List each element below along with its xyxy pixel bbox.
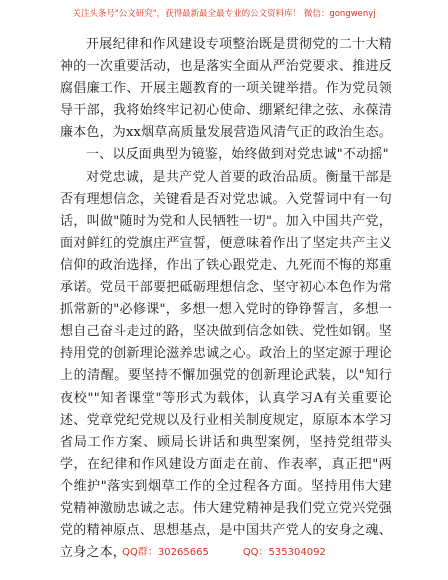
intro-paragraph: 开展纪律和作风建设专项整治既是贯彻党的二十大精神的一次重要活动，也是落实全面从严治党要求、推进反腐倡廉工作、开展主题教育的一项关键举措。作为党员领导干部，我将始终牢记初心使命、绷紧纪律之弦、永葆清廉本色，为xx烟草高质量发展营造风清气正的政治生态。 [60,37,392,141]
body-paragraph: 对党忠诚，是共产党人首要的政治品质。衡量干部是否有理想信念，关键看是否对党忠诚。入党誓词中有一句话，叫做"随时为党和人民牺牲一切"。加入中国共产党，面对鲜红的党旗庄严宣誓，便意味着作出了坚定共产主义信仰的政治选择，作出了铁心跟党走、九死而不悔的郑重承诺。党员干部要把砥砺理想信念、坚守初心本色作为常抓常新的"必修课"，多想一想入党时的铮铮誓言，多想一想自己奋斗走过的路，坚决做到信念如铁、党性如钢。坚持用党的创新理论滋养忠诚之心。政治上的坚定源于理论上的清醒。要坚持不懈加强党的创新理论武装，以"知行夜校""知者课堂"等形式为载体，认真学习A有关重要论述、党章党纪党规以及行业相关制度规定，原原本本学习省局工作方案、顾局长讲话和典型案例，坚持党组带头学，在纪律和作风建设方面走在前、作表率，真正把"两个维护"落实到烟草工作的全过程各方面。坚持用伟大建党精神激励忠诚之志。伟大建党精神是我们党立党兴党强党的精神原点、思想基点，是中国共产党人的安身之魂、立身之本， [60,169,392,561]
footer-contact [0,543,448,558]
footer-qq-group: QQ群：30265665 [122,547,209,558]
footer-qq: QQ：535304092 [242,547,326,558]
header-banner: 关注头条号"公文研究"，获得最新最全最专业的公文资料库！ 微信：gongwenyj [72,9,376,19]
document-body [60,34,392,564]
section-heading: 一、以反面典型为镜鉴，始终做到对党忠诚"不动摇" [86,147,389,163]
